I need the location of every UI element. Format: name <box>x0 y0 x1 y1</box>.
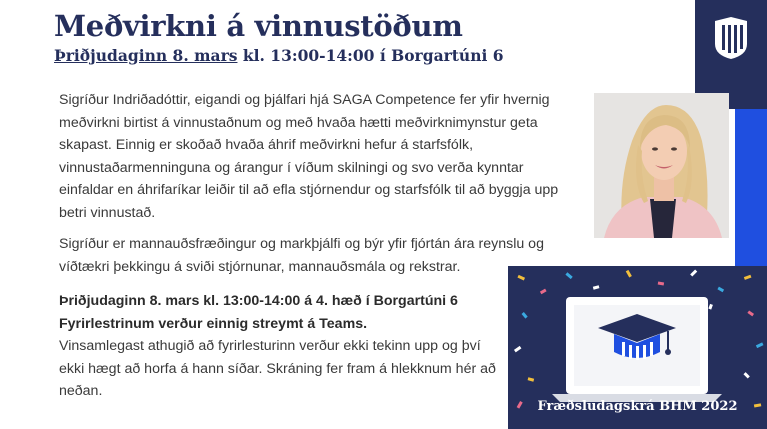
bhm-logo-icon <box>714 17 748 59</box>
subtitle-time-location: kl. 13:00-14:00 í Borgartúni 6 <box>237 46 504 65</box>
speaker-photo <box>594 93 729 238</box>
accent-blue-stripe <box>735 109 767 266</box>
event-when-where: Þriðjudaginn 8. mars kl. 13:00-14:00 á 4. hæð í Borgartúni 6 <box>59 293 458 309</box>
promo-caption: Fræðsludagskrá BHM 2022 <box>537 399 738 414</box>
subtitle-date: Þriðjudaginn 8. mars <box>54 46 238 65</box>
event-streaming: Fyrirlestrinum verður einnig streymt á Teams. <box>59 315 368 332</box>
page-title: Meðvirkni á vinnustöðum <box>54 9 463 43</box>
promo-banner <box>508 266 767 429</box>
description-paragraph-1: Sigríður Indriðadóttir, eigandi og þjálfari hjá SAGA Competence fer yfir hvernig meðvirkni birtist á vinnustaðnum og með hvaða hætti meðvirknimynstur geta skapast. Einnig er skoðað hvaða áhrif meðvirkni hefur á starfsfólk, vinnustaðarmenninguna og árangur í víðum skilningi og svo verða kynntar einfaldar en áhrifaríkar leiðir til að efla stjórnendur og starfsfólk til að byggja upp betri vinnustað. <box>59 92 559 221</box>
event-note: Vinsamlegast athugið að fyrirlesturinn verður ekki tekinn upp og því ekki hægt að horfa á hann síðar. Skráning fer fram á hlekknum hér að neðan. <box>59 338 496 400</box>
event-subtitle <box>54 46 504 65</box>
event-details <box>59 290 499 403</box>
description-paragraph-2: Sigríður er mannauðsfræðingur og markþjálfi og býr yfir fjórtán ára reynslu og víðtækri þekkingu á sviði stjórnunar, mannauðsmála og rekstrar. <box>59 236 544 275</box>
